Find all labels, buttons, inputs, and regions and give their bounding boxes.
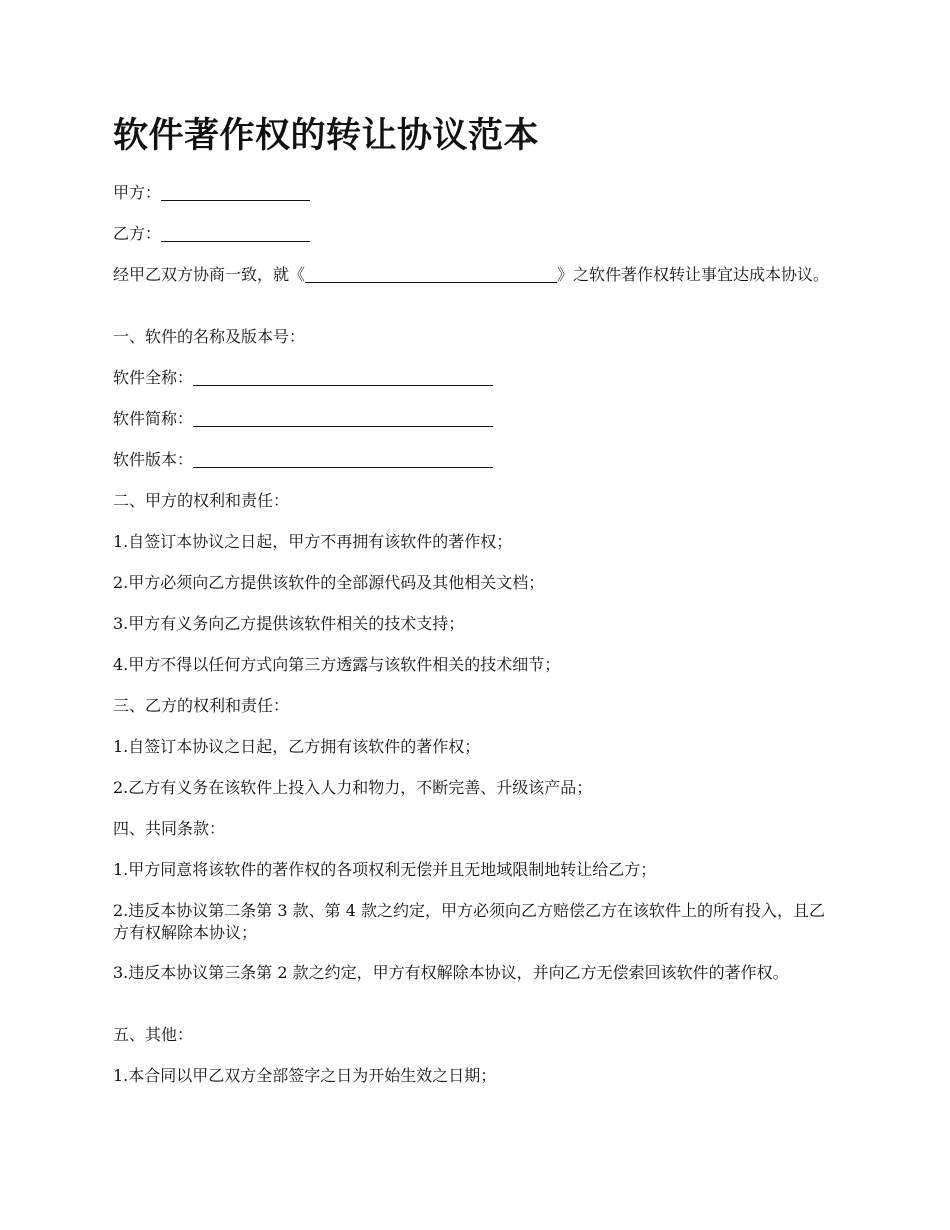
short-name-label: 软件简称：: [113, 409, 194, 428]
section4-item: 3.违反本协议第三条第 2 款之约定，甲方有权解除本协议，并向乙方无偿索回该软件的著作权。: [113, 963, 789, 982]
section5-item: 1.本合同以甲乙双方全部签字之日为开始生效之日期；: [113, 1066, 497, 1085]
full-name-label: 软件全称：: [113, 368, 194, 387]
section1-heading: 一、软件的名称及版本号：: [113, 327, 306, 346]
full-name-line: [113, 367, 833, 389]
section3-item: 1.自签订本协议之日起，乙方拥有该软件的著作权；: [113, 737, 481, 756]
version-line: [113, 449, 833, 471]
section4-item: 1.甲方同意将该软件的著作权的各项权利无偿并且无地域限制地转让给乙方；: [113, 860, 657, 879]
party-a-line: [113, 182, 833, 204]
section2-item: 4.甲方不得以任何方式向第三方透露与该软件相关的技术细节；: [113, 655, 561, 674]
party-b-line: [113, 223, 833, 245]
version-label: 软件版本：: [113, 450, 194, 469]
section5-heading: 五、其他：: [113, 1025, 194, 1044]
section4-heading: 四、共同条款：: [113, 819, 226, 838]
short-name-line: [113, 408, 833, 430]
party-a-label: 甲方：: [113, 183, 162, 202]
intro-after: 》之软件著作权转让事宜达成本协议。: [557, 265, 830, 284]
section2-item: 3.甲方有义务向乙方提供该软件相关的技术支持；: [113, 614, 465, 633]
section2-item: 2.甲方必须向乙方提供该软件的全部源代码及其他相关文档；: [113, 573, 545, 592]
party-b-blank: [161, 225, 310, 242]
short-name-blank: [193, 410, 493, 427]
party-a-blank: [161, 184, 310, 201]
section2-heading: 二、甲方的权利和责任：: [113, 491, 290, 510]
section3-item: 2.乙方有义务在该软件上投入人力和物力，不断完善、升级该产品；: [113, 778, 593, 797]
document-title: 软件著作权的转让协议范本: [113, 115, 540, 156]
section2-item: 1.自签订本协议之日起，甲方不再拥有该软件的著作权；: [113, 532, 513, 551]
section3-heading: 三、乙方的权利和责任：: [113, 696, 290, 715]
version-blank: [193, 451, 493, 468]
section4-item: 2.违反本协议第二条第 3 款、第 4 款之约定，甲方必须向乙方赔偿乙方在该软件上的所有投入，且乙方有权解除本协议；: [113, 901, 825, 942]
intro-paragraph: [113, 264, 833, 286]
intro-before: 经甲乙双方协商一致，就《: [113, 265, 306, 284]
software-name-blank: [305, 266, 557, 283]
full-name-blank: [193, 369, 493, 386]
party-b-label: 乙方：: [113, 224, 162, 243]
